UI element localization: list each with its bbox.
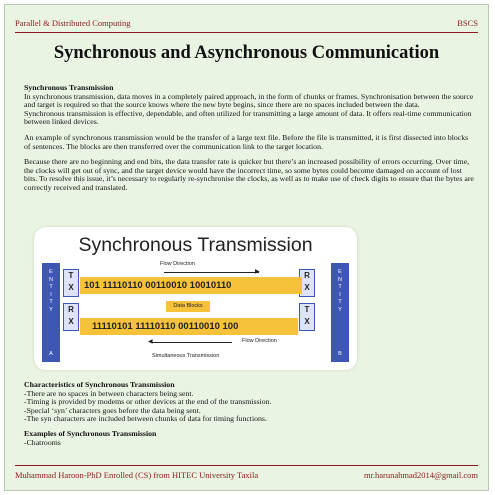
author-email: mr.harunahmad2014@gmail.com: [363, 470, 478, 480]
list-item: -There are no spaces in between characters being sent.: [24, 388, 194, 398]
flow-arrow-top: [164, 272, 259, 273]
section-heading: Examples of Synchronous Transmission: [24, 428, 157, 438]
sync-transmission-diagram: [34, 227, 357, 370]
entity-label: E N T I T Y: [338, 269, 342, 313]
flow-direction-top: Flow Direction: [160, 261, 195, 267]
document-page: [4, 4, 489, 491]
entity-id: A: [49, 350, 53, 357]
page-header: [15, 14, 478, 33]
characteristics-section: [24, 381, 475, 453]
list-item: -Chatrooms: [24, 437, 61, 447]
data-blocks-label: Data Blocks: [166, 301, 210, 312]
entity-a-block: [42, 263, 60, 362]
course-name: Parallel & Distributed Computing: [15, 18, 131, 28]
rx-box-bottom: R X: [63, 303, 79, 331]
list-item: -The syn characters are included between chunks of data for timing functions.: [24, 414, 267, 424]
paragraph: An example of synchronous transmission would be the transfer of a large text file. Before the file is transmitted, it is first dissected into blocks of sentences. The blocks are then transferred over the communication link to the target location.: [24, 132, 469, 151]
diagram-title: Synchronous Transmission: [78, 234, 313, 256]
entity-label: E N T I T Y: [49, 269, 53, 313]
section-heading: Synchronous Transmission: [24, 83, 114, 92]
entity-b-block: [331, 263, 349, 362]
rx-box-top: R X: [299, 269, 315, 297]
paragraph: In synchronous transmission, data moves in a completely paired approach, in the form of chunks or frames. Synchronisation between the source and target is required so that the source knows where the new byte begins, since there are no spaces included between the data.: [24, 91, 474, 110]
program-name: BSCS: [457, 18, 478, 28]
section-heading: Characteristics of Synchronous Transmission: [24, 380, 175, 389]
page-footer: [15, 465, 478, 482]
entity-id: B: [338, 350, 342, 357]
paragraph: Synchronous transmission is effective, dependable, and often utilized for transmitting a large amount of data. It offers real-time communication between linked devices.: [24, 108, 472, 127]
flow-direction-bottom: Flow Direction: [242, 338, 277, 344]
paragraph: Because there are no beginning and end bits, the data transfer rate is quicker but there’s an increased possibility of errors occurring. Over time, the clocks will get out of sync, and the target device would have the incorrect time, so some bytes could become damaged on account of lost bits. To resolve this issue, it’s necessary to regularly re-synchronise the clocks, as well as to make use of check digits to ensure that the bytes are correctly received and translated.: [24, 157, 474, 192]
tx-box-bottom: T X: [299, 303, 315, 331]
data-bar-top: 101 11110110 00110010 10010110: [80, 277, 302, 294]
author-credit: Muhammad Haroon-PhD Enrolled (CS) from HITEC University Taxila: [15, 470, 259, 480]
flow-arrow-bottom: [152, 342, 232, 343]
arrow-head-right-icon: ▶: [255, 269, 260, 275]
simultaneous-label: Simultaneous Transmission: [152, 353, 220, 359]
page-title: Synchronous and Asynchronous Communication: [53, 43, 440, 63]
data-bar-bottom: 11110101 11110110 00110010 100: [80, 318, 298, 335]
list-item: -Special ‘syn’ characters goes before the data being sent.: [24, 405, 201, 415]
sync-section: [24, 84, 475, 200]
arrow-head-left-icon: ◀: [148, 339, 153, 345]
list-item: -Timing is provided by modems or other devices at the end of the transmission.: [24, 397, 272, 407]
tx-box-top: T X: [63, 269, 79, 297]
